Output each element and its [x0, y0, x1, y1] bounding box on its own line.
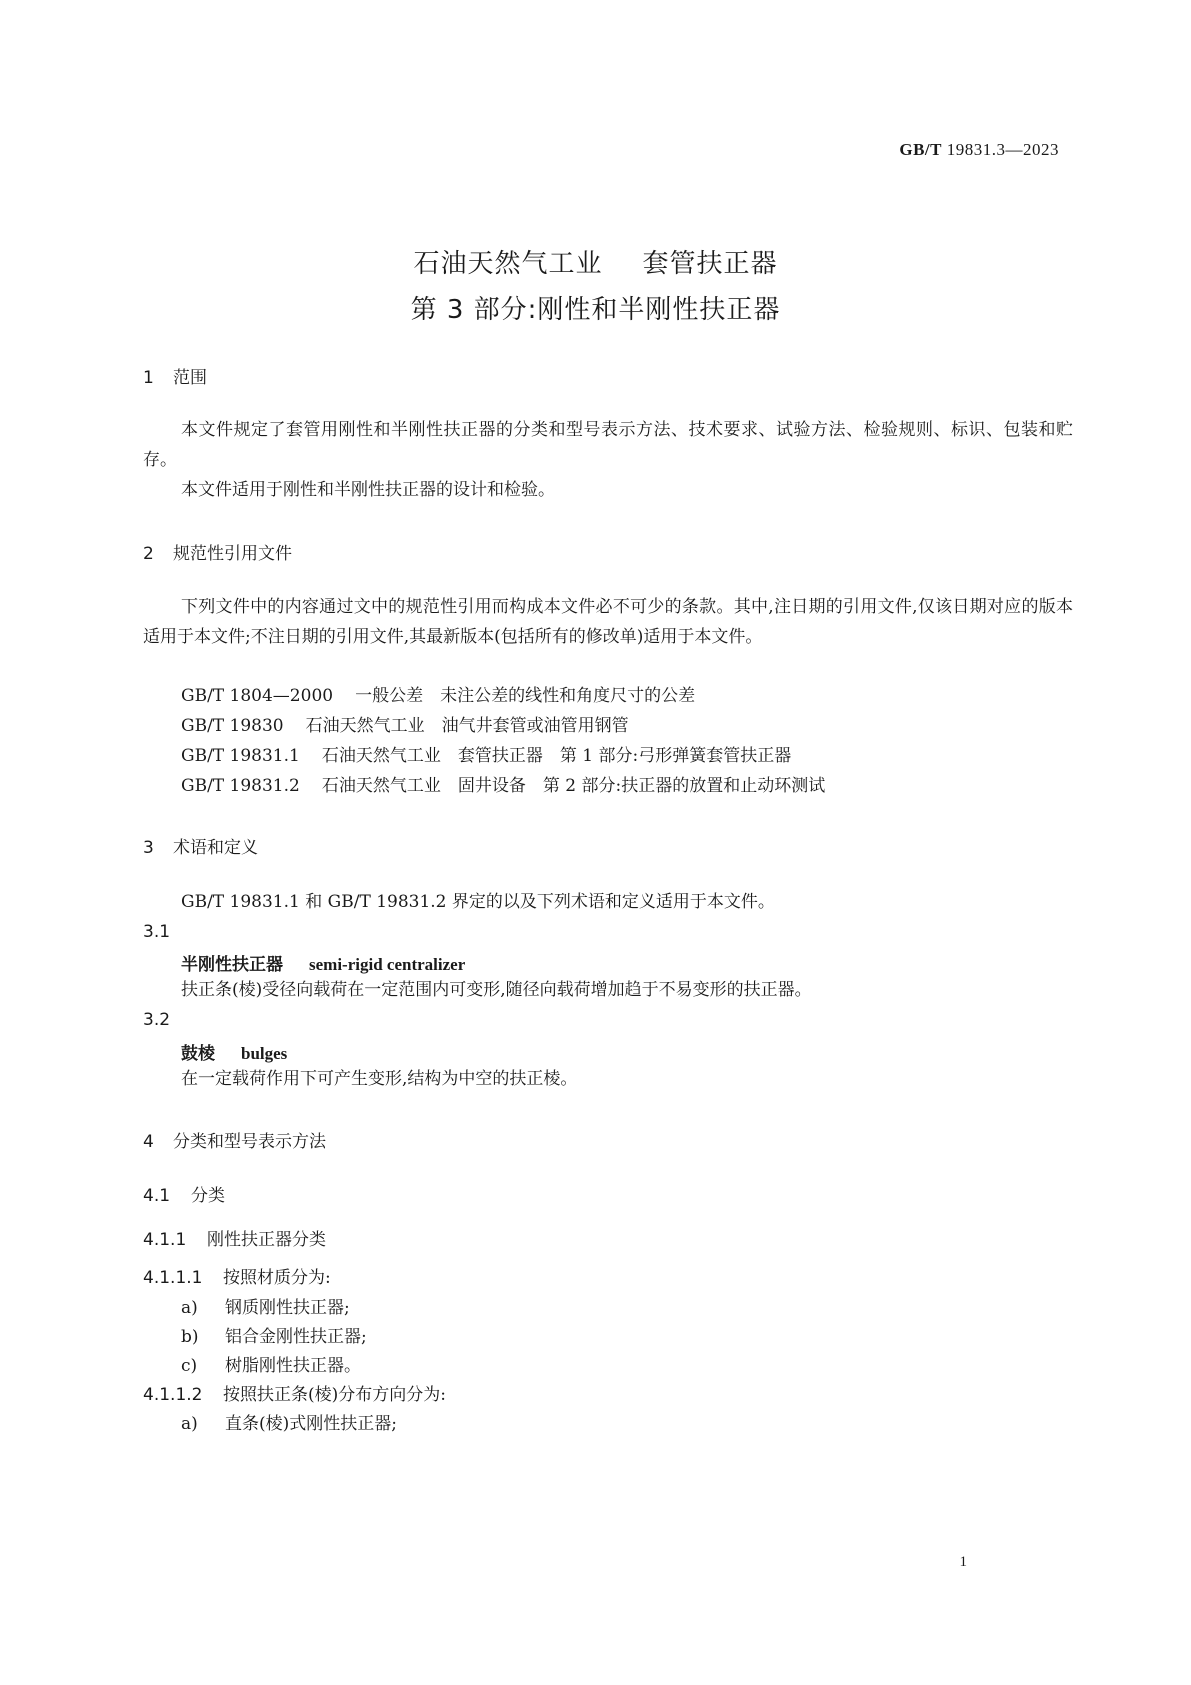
terms-intro: GB/T 19831.1 和 GB/T 19831.2 界定的以及下列术语和定义适用于本文件。	[181, 892, 775, 912]
term-definition: 在一定载荷作用下可产生变形,结构为中空的扶正棱。	[181, 1069, 578, 1089]
reference-item: GB/T 19830 石油天然气工业 油气井套管或油管用钢管	[181, 716, 629, 736]
term-entry	[181, 1039, 287, 1064]
section-heading-scope: 1 范围	[143, 368, 207, 388]
standard-number: 19831.3—2023	[946, 140, 1059, 159]
term-zh: 半刚性扶正器	[181, 955, 283, 975]
section-heading-normative-references: 2 规范性引用文件	[143, 544, 292, 564]
section-heading-classification: 4 分类和型号表示方法	[143, 1132, 326, 1152]
term-en: semi-rigid centralizer	[309, 955, 466, 974]
term-number: 3.2	[143, 1010, 171, 1030]
scope-paragraph-1: 本文件规定了套管用刚性和半刚性扶正器的分类和型号表示方法、技术要求、试验方法、检验规则、标识、包装和贮存。	[143, 420, 1073, 470]
term-en: bulges	[241, 1044, 288, 1063]
document-title-line2: 第 3 部分:刚性和半刚性扶正器	[410, 295, 781, 325]
reference-item: GB/T 19831.2 石油天然气工业 固井设备 第 2 部分:扶正器的放置和止动环测试	[181, 776, 826, 796]
section-heading-terms: 3 术语和定义	[143, 838, 258, 858]
document-title-line1: 石油天然气工业 套管扶正器	[413, 249, 778, 279]
reference-item: GB/T 1804—2000 一般公差 未注公差的线性和角度尺寸的公差	[181, 686, 696, 706]
term-number: 3.1	[143, 922, 171, 942]
page-number: 1	[959, 1554, 967, 1570]
term-zh: 鼓棱	[181, 1044, 215, 1064]
clause-4-1-1-1: 4.1.1.1 按照材质分为:	[143, 1268, 331, 1288]
term-entry	[181, 950, 465, 975]
document-number	[899, 140, 1059, 160]
standard-prefix: GB/T	[899, 140, 942, 159]
references-intro-paragraph: 下列文件中的内容通过文中的规范性引用而构成本文件必不可少的条款。其中,注日期的引用文件,仅该日期对应的版本适用于本文件;不注日期的引用文件,其最新版本(包括所有的修改单)适用于本文件。	[143, 597, 1073, 647]
scope-paragraph-2: 本文件适用于刚性和半刚性扶正器的设计和检验。	[181, 480, 555, 500]
subsection-heading-rigid-classification: 4.1.1 刚性扶正器分类	[143, 1230, 326, 1250]
list-item: c) 树脂刚性扶正器。	[181, 1356, 361, 1376]
clause-4-1-1-2: 4.1.1.2 按照扶正条(棱)分布方向分为:	[143, 1385, 446, 1405]
list-item: a) 直条(棱)式刚性扶正器;	[181, 1414, 397, 1434]
term-definition: 扶正条(棱)受径向载荷在一定范围内可变形,随径向载荷增加趋于不易变形的扶正器。	[181, 980, 812, 1000]
list-item: a) 钢质刚性扶正器;	[181, 1298, 350, 1318]
subsection-heading-classification: 4.1 分类	[143, 1186, 225, 1206]
list-item: b) 铝合金刚性扶正器;	[181, 1327, 367, 1347]
reference-item: GB/T 19831.1 石油天然气工业 套管扶正器 第 1 部分:弓形弹簧套管扶正器	[181, 746, 792, 766]
